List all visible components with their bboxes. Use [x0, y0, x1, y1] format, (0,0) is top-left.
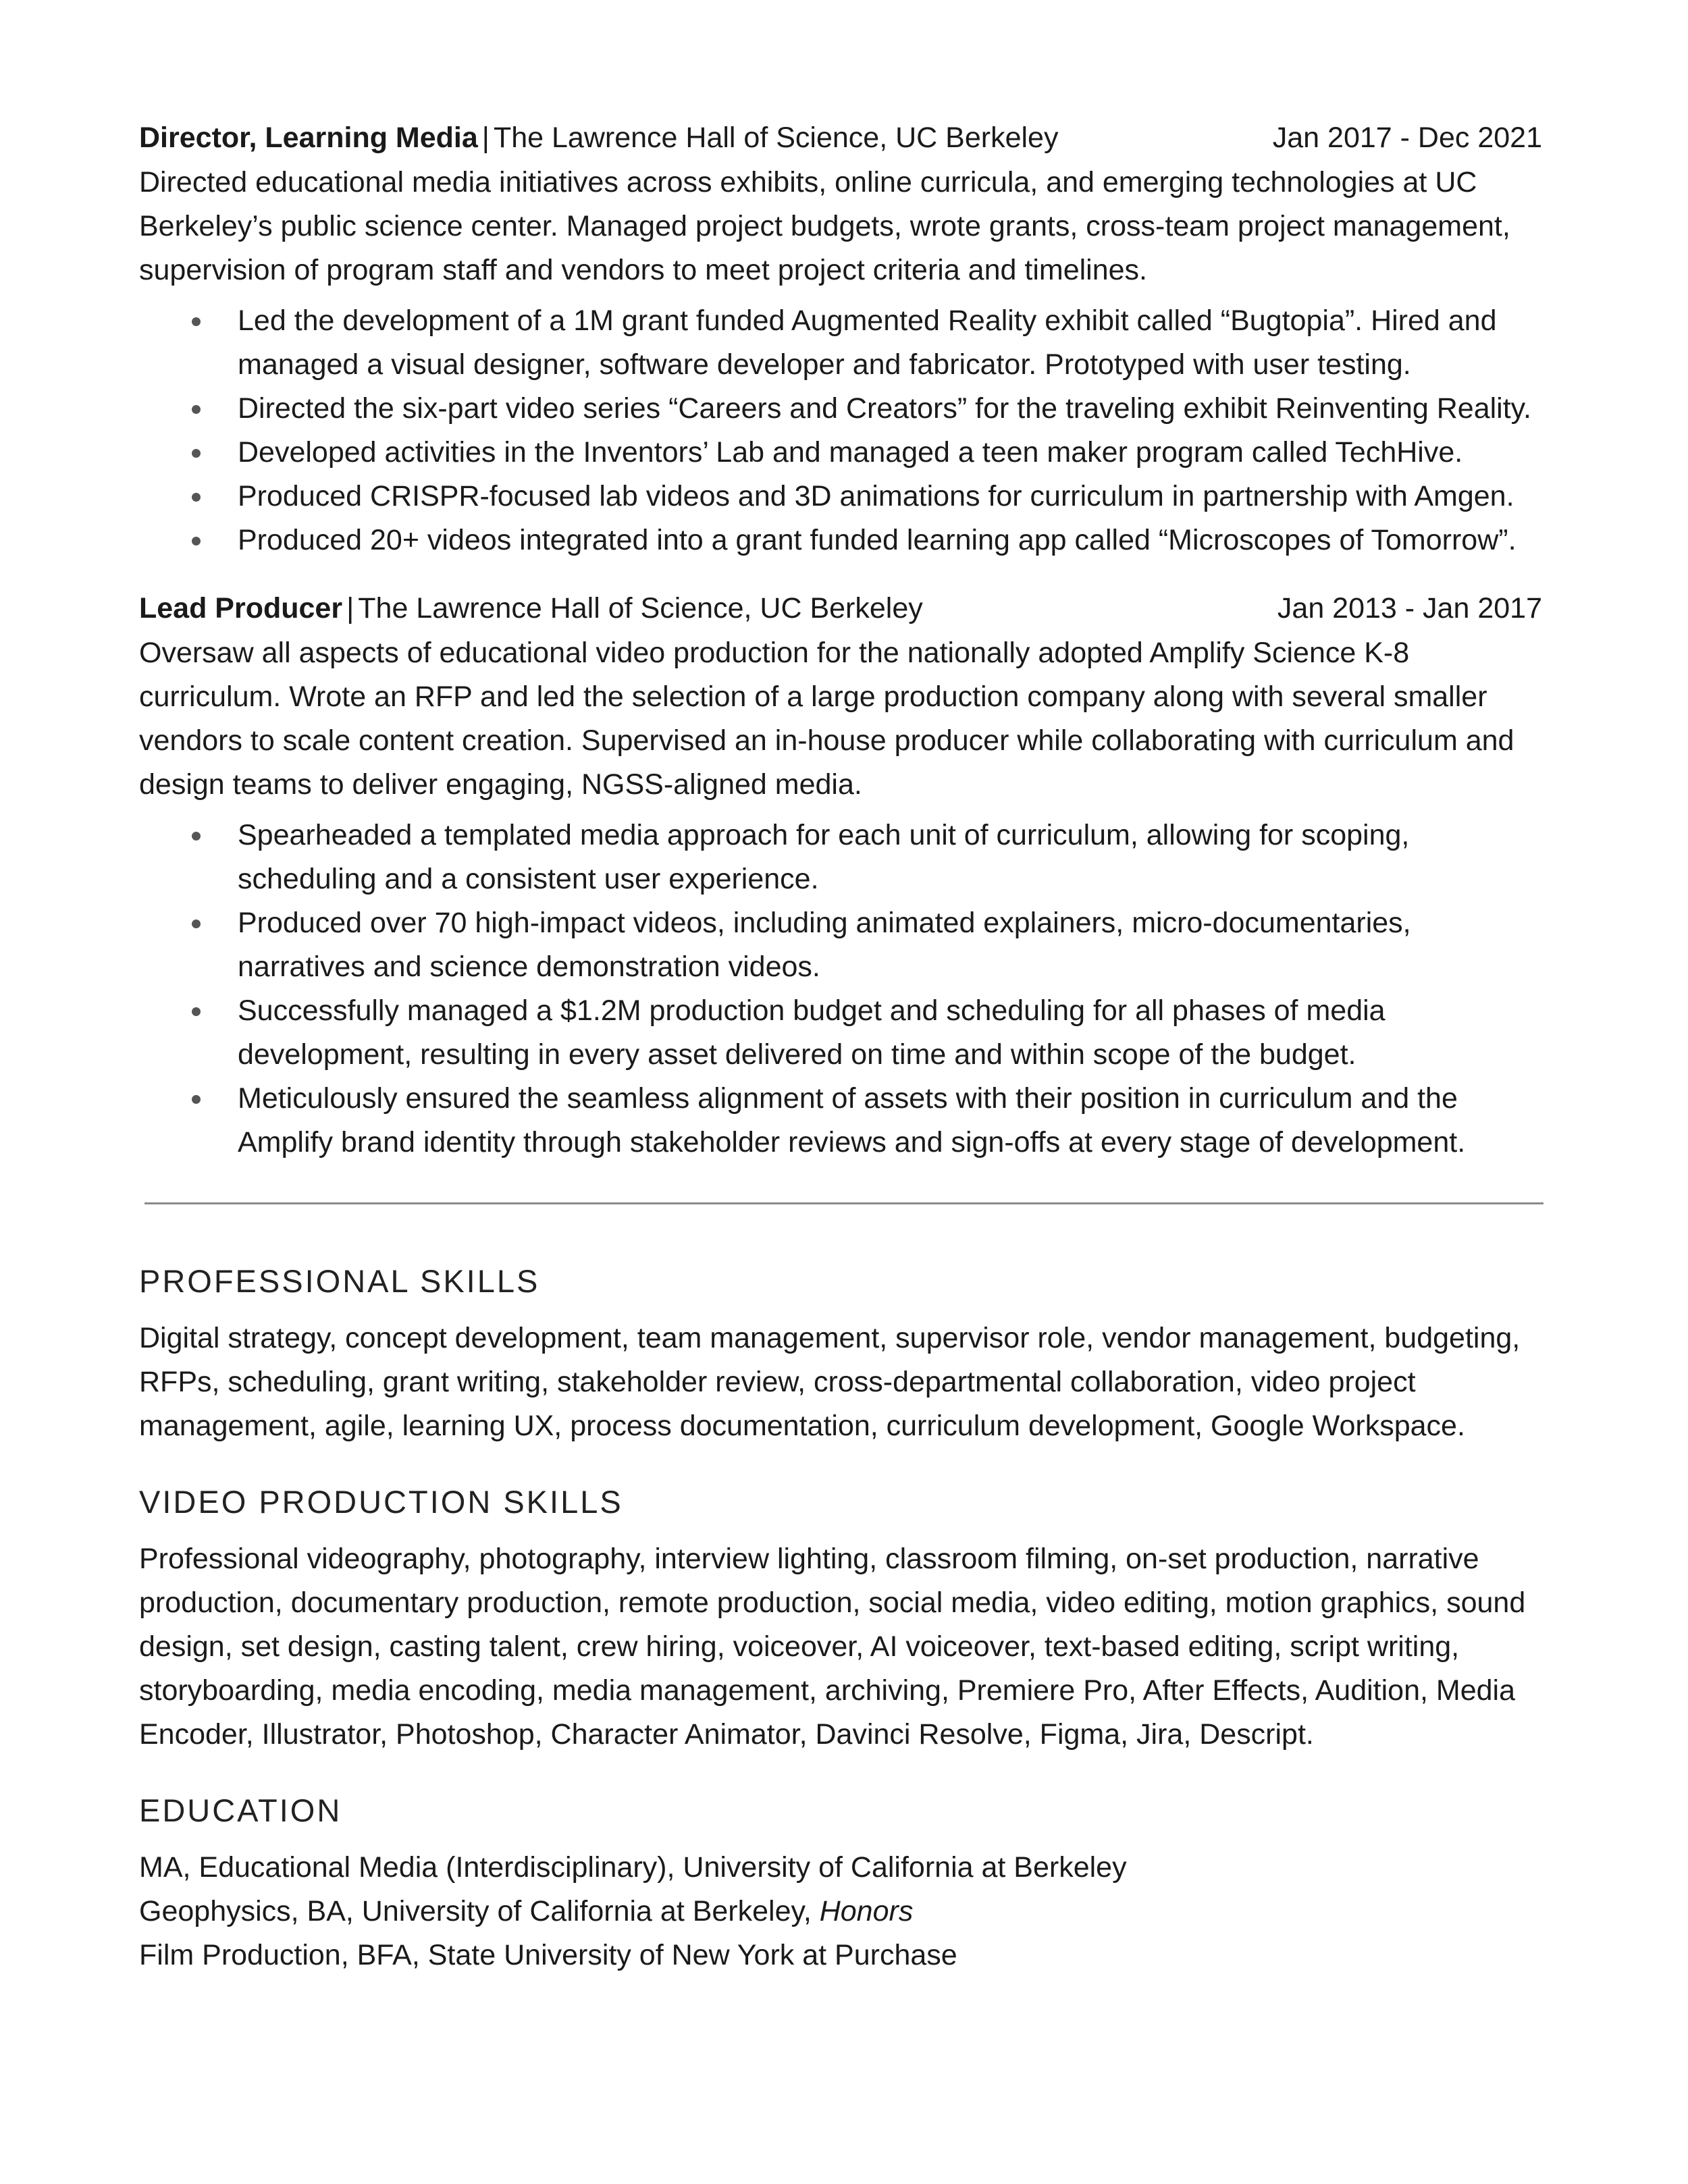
- job-organization: The Lawrence Hall of Science, UC Berkeley: [493, 122, 1059, 154]
- bullet-text: Produced 20+ videos integrated into a grant funded learning app called “Microscopes of Tomorrow”.: [238, 524, 1516, 556]
- list-item: [139, 475, 1544, 518]
- list-item: [139, 387, 1544, 431]
- job-separator: |: [346, 592, 354, 624]
- job-summary: Directed educational media initiatives across exhibits, online curricula, and emerging technologies at UC Berkeley’s public science center. Managed project budgets, wrote grants, cross-team project management, supervision of program staff and vendors to meet project criteria and timelines.: [139, 166, 1510, 286]
- resume-page: [139, 116, 1544, 1977]
- job-bullets: [139, 814, 1544, 1165]
- list-item: [139, 1077, 1544, 1165]
- list-item: [139, 431, 1544, 475]
- section-title: PROFESSIONAL SKILLS: [139, 1263, 540, 1299]
- education-text: Film Production, BFA, State University of New York at Purchase: [139, 1939, 957, 1971]
- section-title: VIDEO PRODUCTION SKILLS: [139, 1484, 623, 1520]
- education-text: MA, Educational Media (Interdisciplinary), University of California at Berkeley: [139, 1851, 1127, 1884]
- job-director-learning-media: [139, 116, 1544, 562]
- bullet-icon: [192, 832, 201, 841]
- bullet-text: Directed the six-part video series “Careers and Creators” for the traveling exhibit Reinventing Reality.: [238, 392, 1531, 425]
- job-dates: Jan 2017 - Dec 2021: [1272, 122, 1542, 154]
- section-title: EDUCATION: [139, 1792, 342, 1828]
- job-header: [139, 116, 1544, 159]
- bullet-text: Successfully managed a $1.2M production budget and scheduling for all phases of media development, resulting in every asset delivered on time and within scope of the budget.: [238, 994, 1386, 1071]
- job-dates: Jan 2013 - Jan 2017: [1277, 592, 1542, 624]
- list-item: [139, 518, 1544, 562]
- bullet-text: Spearheaded a templated media approach for each unit of curriculum, allowing for scoping, scheduling and a consistent user experience.: [238, 819, 1410, 895]
- bullet-text: Produced CRISPR-focused lab videos and 3D animations for curriculum in partnership with Amgen.: [238, 480, 1514, 512]
- list-item: [139, 901, 1544, 989]
- bullet-icon: [192, 1095, 201, 1104]
- bullet-icon: [192, 317, 201, 326]
- bullet-icon: [192, 405, 201, 414]
- job-lead-producer: [139, 587, 1544, 1165]
- education-entry: [139, 1890, 1544, 1934]
- list-item: [139, 299, 1544, 387]
- job-title: Director, Learning Media: [139, 122, 478, 154]
- education-section: [139, 1790, 1544, 1977]
- job-organization: The Lawrence Hall of Science, UC Berkeley: [358, 592, 923, 624]
- video-skills-text: Professional videography, photography, interview lighting, classroom filming, on-set production, narrative production, documentary production, remote production, social media, video editing, motion graphics, sound design, set design, casting talent, crew hiring, voiceover, AI voiceover, text-based editing, script writing, storyboarding, media encoding, media management, archiving, Premiere Pro, After Effects, Audition, Media Encoder, Illustrator, Photoshop, Character Animator, Davinci Resolve, Figma, Jira, Descript.: [139, 1543, 1526, 1751]
- job-heading: [139, 587, 923, 630]
- bullet-icon: [192, 449, 201, 458]
- professional-skills-section: [139, 1261, 1544, 1448]
- job-separator: |: [481, 122, 490, 154]
- bullet-icon: [192, 537, 201, 545]
- bullet-icon: [192, 493, 201, 502]
- professional-skills-text: Digital strategy, concept development, team management, supervisor role, vendor management, budgeting, RFPs, scheduling, grant writing, stakeholder review, cross-departmental collaboration, video project management, agile, learning UX, process documentation, curriculum development, Google Workspace.: [139, 1322, 1521, 1442]
- education-honors: Honors: [819, 1895, 914, 1927]
- bullet-text: Produced over 70 high-impact videos, including animated explainers, micro-documentaries, narratives and science demonstration videos.: [238, 907, 1411, 983]
- education-text: Geophysics, BA, University of California at Berkeley,: [139, 1895, 820, 1927]
- list-item: [139, 814, 1544, 901]
- job-summary: Oversaw all aspects of educational video production for the nationally adopted Amplify Science K-8 curriculum. Wrote an RFP and led the selection of a large production company along with several smaller vendors to scale content creation. Supervised an in-house producer while collaborating with curriculum and design teams to deliver engaging, NGSS-aligned media.: [139, 637, 1514, 801]
- job-header: [139, 587, 1544, 630]
- education-entry: [139, 1934, 1544, 1977]
- bullet-text: Developed activities in the Inventors’ Lab and managed a teen maker program called TechHive.: [238, 436, 1463, 469]
- bullet-text: Led the development of a 1M grant funded Augmented Reality exhibit called “Bugtopia”. Hired and managed a visual designer, software developer and fabricator. Prototyped with user testing.: [238, 304, 1497, 381]
- job-title: Lead Producer: [139, 592, 343, 624]
- job-heading: [139, 116, 1058, 159]
- bullet-icon: [192, 920, 201, 928]
- bullet-text: Meticulously ensured the seamless alignment of assets with their position in curriculum and the Amplify brand identity through stakeholder reviews and sign-offs at every stage of development.: [238, 1082, 1466, 1158]
- section-divider: [144, 1202, 1544, 1204]
- education-entry: [139, 1846, 1544, 1890]
- job-bullets: [139, 299, 1544, 562]
- bullet-icon: [192, 1007, 201, 1016]
- list-item: [139, 989, 1544, 1077]
- video-production-skills-section: [139, 1482, 1544, 1757]
